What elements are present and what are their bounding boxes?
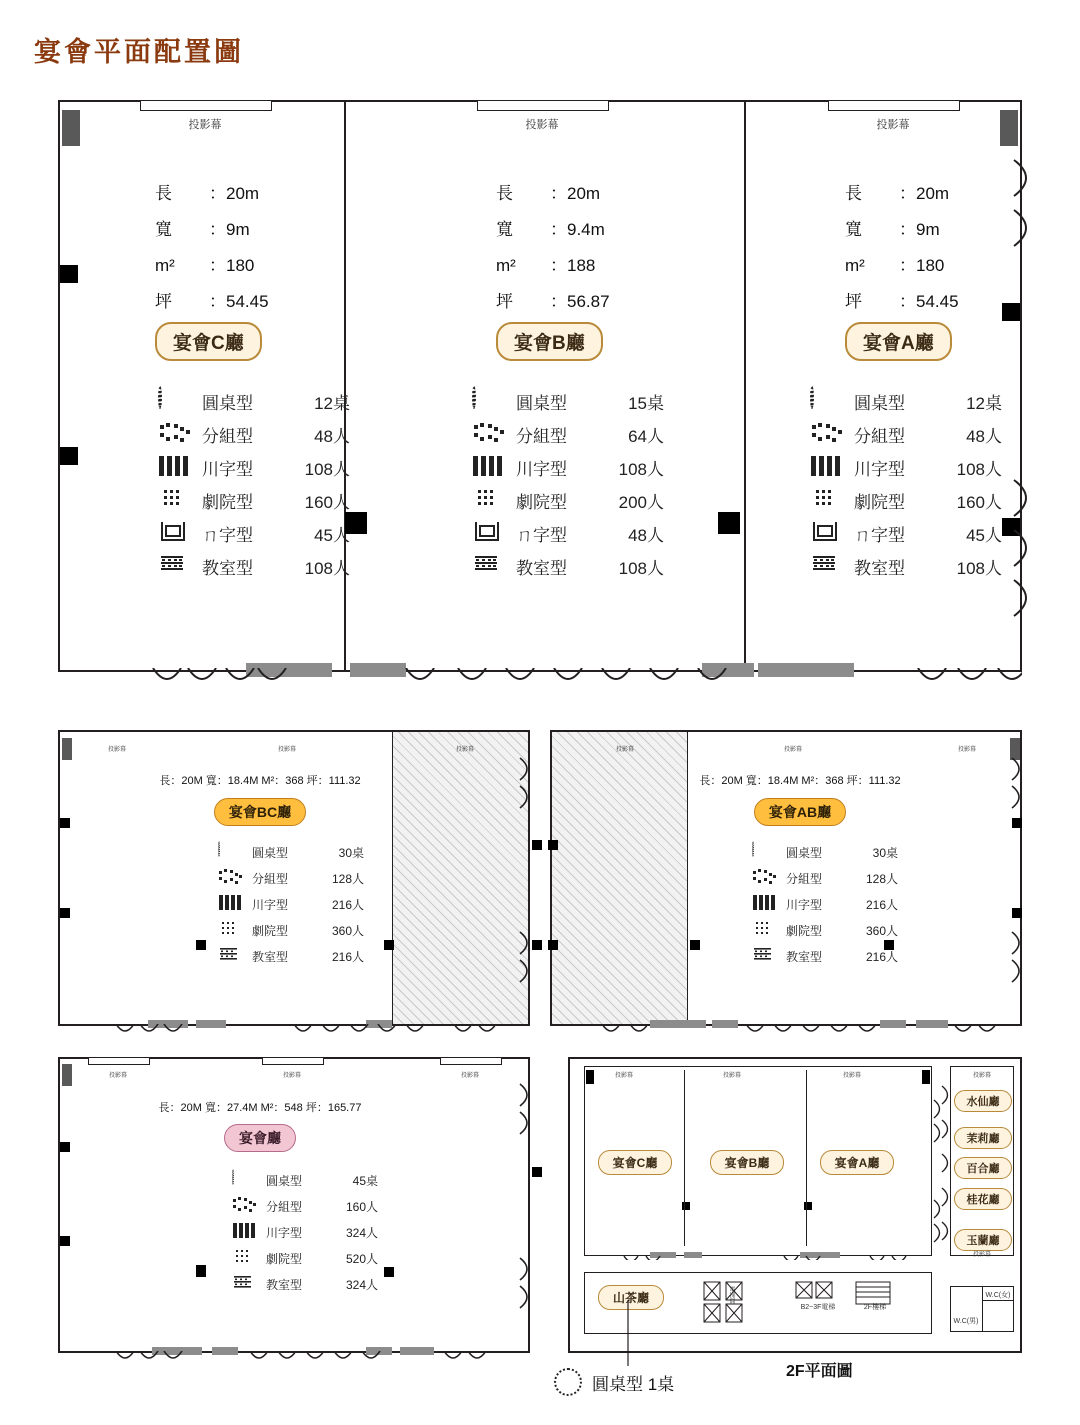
- footer-note: 圓桌型 1桌: [592, 1375, 675, 1394]
- side-room-baihe[interactable]: 百合廳: [954, 1157, 1012, 1179]
- side-room-yulan[interactable]: 玉蘭廳: [954, 1229, 1012, 1251]
- ping-label: 坪: [155, 292, 172, 311]
- screen-label: 投影幕: [783, 747, 802, 753]
- screen-label: 投影幕: [108, 1073, 127, 1079]
- hall-b-name-pill: [496, 322, 603, 361]
- wc-female-label: W.C(女): [985, 1292, 1011, 1299]
- wall-block: [690, 940, 700, 950]
- hall-a-len: 20m: [916, 184, 950, 203]
- page-title: 宴會平面配置圖: [34, 37, 244, 67]
- floorplan-room-a[interactable]: 宴會A廳: [820, 1150, 894, 1175]
- hall-c-len: 20m: [226, 184, 260, 203]
- screen-label: 投影幕: [277, 747, 296, 753]
- screen-bar: [477, 101, 609, 111]
- theater-icon: [232, 1248, 258, 1268]
- screen-bar: [140, 101, 272, 111]
- classroom-icon: [472, 553, 506, 579]
- cluster-icon: [158, 421, 192, 447]
- screen-label: 投影幕: [525, 119, 559, 131]
- screen-label: 投影幕: [188, 119, 222, 131]
- chevron-icon: [158, 454, 192, 480]
- floorplan-camellia-room[interactable]: 山茶廳: [598, 1285, 664, 1310]
- screen-label: 投影幕: [455, 747, 474, 753]
- wall-block: [60, 1236, 70, 1246]
- round-table-icon: [232, 1170, 258, 1190]
- side-rooms-arcs: [938, 1080, 956, 1250]
- capacity-row: 川字型 324人: [232, 1222, 378, 1242]
- round-table-icon: [810, 388, 844, 414]
- floorplan-2f-caption: 2F平面圖: [786, 1363, 853, 1380]
- capacity-row: 圓桌型 45桌: [232, 1170, 378, 1190]
- capacity-row: 分組型 128人: [752, 868, 898, 888]
- capacity-row: 圓桌型 30桌: [218, 842, 364, 862]
- capacity-row: 圓桌型 15桌: [472, 388, 664, 414]
- hall-a-capacity-list: [810, 388, 1002, 586]
- ballroom-name: 宴會廳: [224, 1124, 296, 1152]
- hall-a-sqm: 180: [916, 256, 945, 275]
- screen-bar: [828, 101, 960, 111]
- ab-door-arcs: [550, 1024, 1022, 1040]
- capacity-row: 分組型 48人: [158, 421, 350, 447]
- wall-block: [718, 512, 740, 534]
- ab-capacity-list: [752, 842, 898, 972]
- floorplan-room-c[interactable]: 宴會C廳: [598, 1150, 672, 1175]
- floorplan-arcs: [584, 1080, 944, 1260]
- capacity-row: 川字型 216人: [218, 894, 364, 914]
- theater-icon: [158, 487, 192, 513]
- theater-icon: [472, 487, 506, 513]
- wall-block: [62, 1064, 72, 1086]
- wall-block: [384, 940, 394, 950]
- cluster-icon: [218, 868, 244, 888]
- screen-label: 投影幕: [972, 1252, 991, 1258]
- wall-block: [548, 840, 558, 850]
- chevron-icon: [810, 454, 844, 480]
- hall-b-sqm: 188: [567, 256, 596, 275]
- cluster-icon: [472, 421, 506, 447]
- screen-bar: [262, 1058, 324, 1065]
- screen-label: 投影幕: [282, 1073, 301, 1079]
- ballroom-right-arcs: [516, 1078, 536, 1340]
- wall-block: [62, 738, 72, 760]
- ushape-icon: [158, 520, 192, 546]
- capacity-row: ㄇ字型 45人: [810, 520, 1002, 546]
- vertical-note: 電梯間: [728, 1286, 734, 1304]
- ab-name: 宴會AB廳: [754, 798, 846, 826]
- hall-b-ping: 56.87: [567, 292, 610, 311]
- ushape-icon: [810, 520, 844, 546]
- screen-bar: [440, 1058, 502, 1065]
- theater-icon: [218, 920, 244, 940]
- bc-capacity-list: [218, 842, 364, 972]
- wall-block: [384, 1267, 394, 1277]
- cluster-icon: [232, 1196, 258, 1216]
- wc-male-label: W.C(男): [953, 1318, 979, 1325]
- wall-block: [60, 265, 78, 283]
- bc-name-pill: [100, 798, 420, 826]
- screen-label: 投影幕: [876, 119, 910, 131]
- hall-c-capacity-list: [158, 388, 350, 586]
- right-wall-arcs: [1006, 150, 1040, 670]
- classroom-icon: [232, 1274, 258, 1294]
- ballroom-capacity-list: [232, 1170, 378, 1300]
- wall-block: [60, 447, 78, 465]
- capacity-row: 劇院型 360人: [218, 920, 364, 940]
- bc-door-arcs: [58, 1024, 530, 1040]
- capacity-row: 圓桌型 12桌: [810, 388, 1002, 414]
- capacity-row: 教室型 216人: [218, 946, 364, 966]
- round-table-icon: [752, 842, 778, 862]
- round-table-icon: [472, 388, 506, 414]
- theater-icon: [752, 920, 778, 940]
- bc-spec: 長：20M 寬：18.4M M²：368 坪：111.32: [159, 775, 361, 787]
- hall-b-name: 宴會B廳: [496, 322, 603, 361]
- hall-a-name-pill: [845, 322, 952, 361]
- capacity-row: 分組型 160人: [232, 1196, 378, 1216]
- cluster-icon: [752, 868, 778, 888]
- capacity-row: 分組型 64人: [472, 421, 664, 447]
- side-room-shuixian[interactable]: 水仙廳: [954, 1090, 1012, 1112]
- hall-a-name: 宴會A廳: [845, 322, 952, 361]
- screen-label: 投影幕: [460, 1073, 479, 1079]
- hall-c-name-pill: [155, 322, 262, 361]
- screen-label: 投影幕: [842, 1073, 861, 1079]
- hall-c-sqm: 180: [226, 256, 255, 275]
- screen-label: 投影幕: [615, 747, 634, 753]
- capacity-row: 教室型 108人: [158, 553, 350, 579]
- hall-a-wid: 9m: [916, 220, 940, 239]
- bc-name: 宴會BC廳: [214, 798, 306, 826]
- sqm-label: m²: [155, 256, 175, 275]
- ushape-icon: [472, 520, 506, 546]
- divider-b-a: [744, 100, 746, 672]
- hall-b-wid: 9.4m: [567, 220, 605, 239]
- screen-bar: [88, 1058, 150, 1065]
- capacity-row: 教室型 108人: [472, 553, 664, 579]
- round-table-icon: [218, 842, 244, 862]
- ab-spec: 長：20M 寬：18.4M M²：368 坪：111.32: [699, 775, 901, 787]
- capacity-row: 教室型 324人: [232, 1274, 378, 1294]
- capacity-row: 圓桌型 12桌: [158, 388, 350, 414]
- ab-right-arcs: [1008, 752, 1028, 1012]
- capacity-row: 劇院型 160人: [810, 487, 1002, 513]
- wall-block: [62, 110, 80, 146]
- ballroom-spec: 長：20M 寬：27.4M M²：548 坪：165.77: [158, 1102, 362, 1114]
- hall-c-wid: 9m: [226, 220, 250, 239]
- wall-block: [60, 818, 70, 828]
- ballroom-door-arcs: [58, 1351, 530, 1367]
- capacity-row: ㄇ字型 48人: [472, 520, 664, 546]
- wall-block: [196, 940, 206, 950]
- capacity-row: 川字型 216人: [752, 894, 898, 914]
- capacity-row: 教室型 108人: [810, 553, 1002, 579]
- screen-label: 投影幕: [107, 747, 126, 753]
- classroom-icon: [810, 553, 844, 579]
- chevron-icon: [472, 454, 506, 480]
- wall-block: [196, 1265, 206, 1275]
- capacity-row: ㄇ字型 45人: [158, 520, 350, 546]
- wall-block: [548, 940, 558, 950]
- floorplan-room-b[interactable]: 宴會B廳: [710, 1150, 784, 1175]
- ab-name-pill: [640, 798, 960, 826]
- camellia-leader-line: [620, 1300, 636, 1368]
- capacity-row: 川字型 108人: [810, 454, 1002, 480]
- screen-label: 投影幕: [614, 1073, 633, 1079]
- divider-c-b: [344, 100, 346, 672]
- hall-c-specs: 長 ：20m 寬 ：9m m² ：180 坪 ：54.45: [155, 176, 269, 320]
- classroom-icon: [218, 946, 244, 966]
- capacity-row: 劇院型 200人: [472, 487, 664, 513]
- wall-block: [1000, 110, 1018, 146]
- stair-note: 2F樓梯: [863, 1304, 887, 1311]
- restroom-divider-h: [982, 1300, 1014, 1301]
- capacity-row: 圓桌型 30桌: [752, 842, 898, 862]
- capacity-row: 劇院型 360人: [752, 920, 898, 940]
- hall-c-ping: 54.45: [226, 292, 269, 311]
- capacity-row: 川字型 108人: [158, 454, 350, 480]
- hall-c-name: 宴會C廳: [155, 322, 262, 361]
- chevron-icon: [232, 1222, 258, 1242]
- elevator-note: B2~3F電梯: [800, 1304, 836, 1311]
- hall-a-ping: 54.45: [916, 292, 959, 311]
- wall-block: [60, 1142, 70, 1152]
- wid-label: 寬: [155, 220, 172, 239]
- classroom-icon: [752, 946, 778, 966]
- hall-b-len: 20m: [567, 184, 601, 203]
- capacity-row: 劇院型 520人: [232, 1248, 378, 1268]
- theater-icon: [810, 487, 844, 513]
- capacity-row: 川字型 108人: [472, 454, 664, 480]
- chevron-icon: [752, 894, 778, 914]
- capacity-row: 分組型 128人: [218, 868, 364, 888]
- ballroom-name-pill: [100, 1124, 420, 1152]
- footer-round-icon: [554, 1368, 582, 1396]
- door-arcs: [58, 668, 1022, 694]
- round-table-icon: [158, 388, 192, 414]
- bc-right-arcs: [516, 752, 536, 1012]
- len-label: 長: [155, 184, 172, 203]
- side-room-guihua[interactable]: 桂花廳: [954, 1188, 1012, 1210]
- classroom-icon: [158, 553, 192, 579]
- hall-a-specs: 長 ：20m 寬 ：9m m² ：180 坪 ：54.45: [845, 184, 959, 311]
- capacity-row: 教室型 216人: [752, 946, 898, 966]
- hall-b-specs: 長 ：20m 寬 ：9.4m m² ：188 坪 ：56.87: [496, 184, 610, 311]
- chevron-icon: [218, 894, 244, 914]
- hall-b-capacity-list: [472, 388, 664, 586]
- cluster-icon: [810, 421, 844, 447]
- capacity-row: 分組型 48人: [810, 421, 1002, 447]
- capacity-row: 劇院型 160人: [158, 487, 350, 513]
- screen-label: 投影幕: [957, 747, 976, 753]
- screen-label: 投影幕: [722, 1073, 741, 1079]
- side-room-moli[interactable]: 茉莉廳: [954, 1127, 1012, 1149]
- screen-label: 投影幕: [972, 1073, 991, 1079]
- wall-block: [60, 908, 70, 918]
